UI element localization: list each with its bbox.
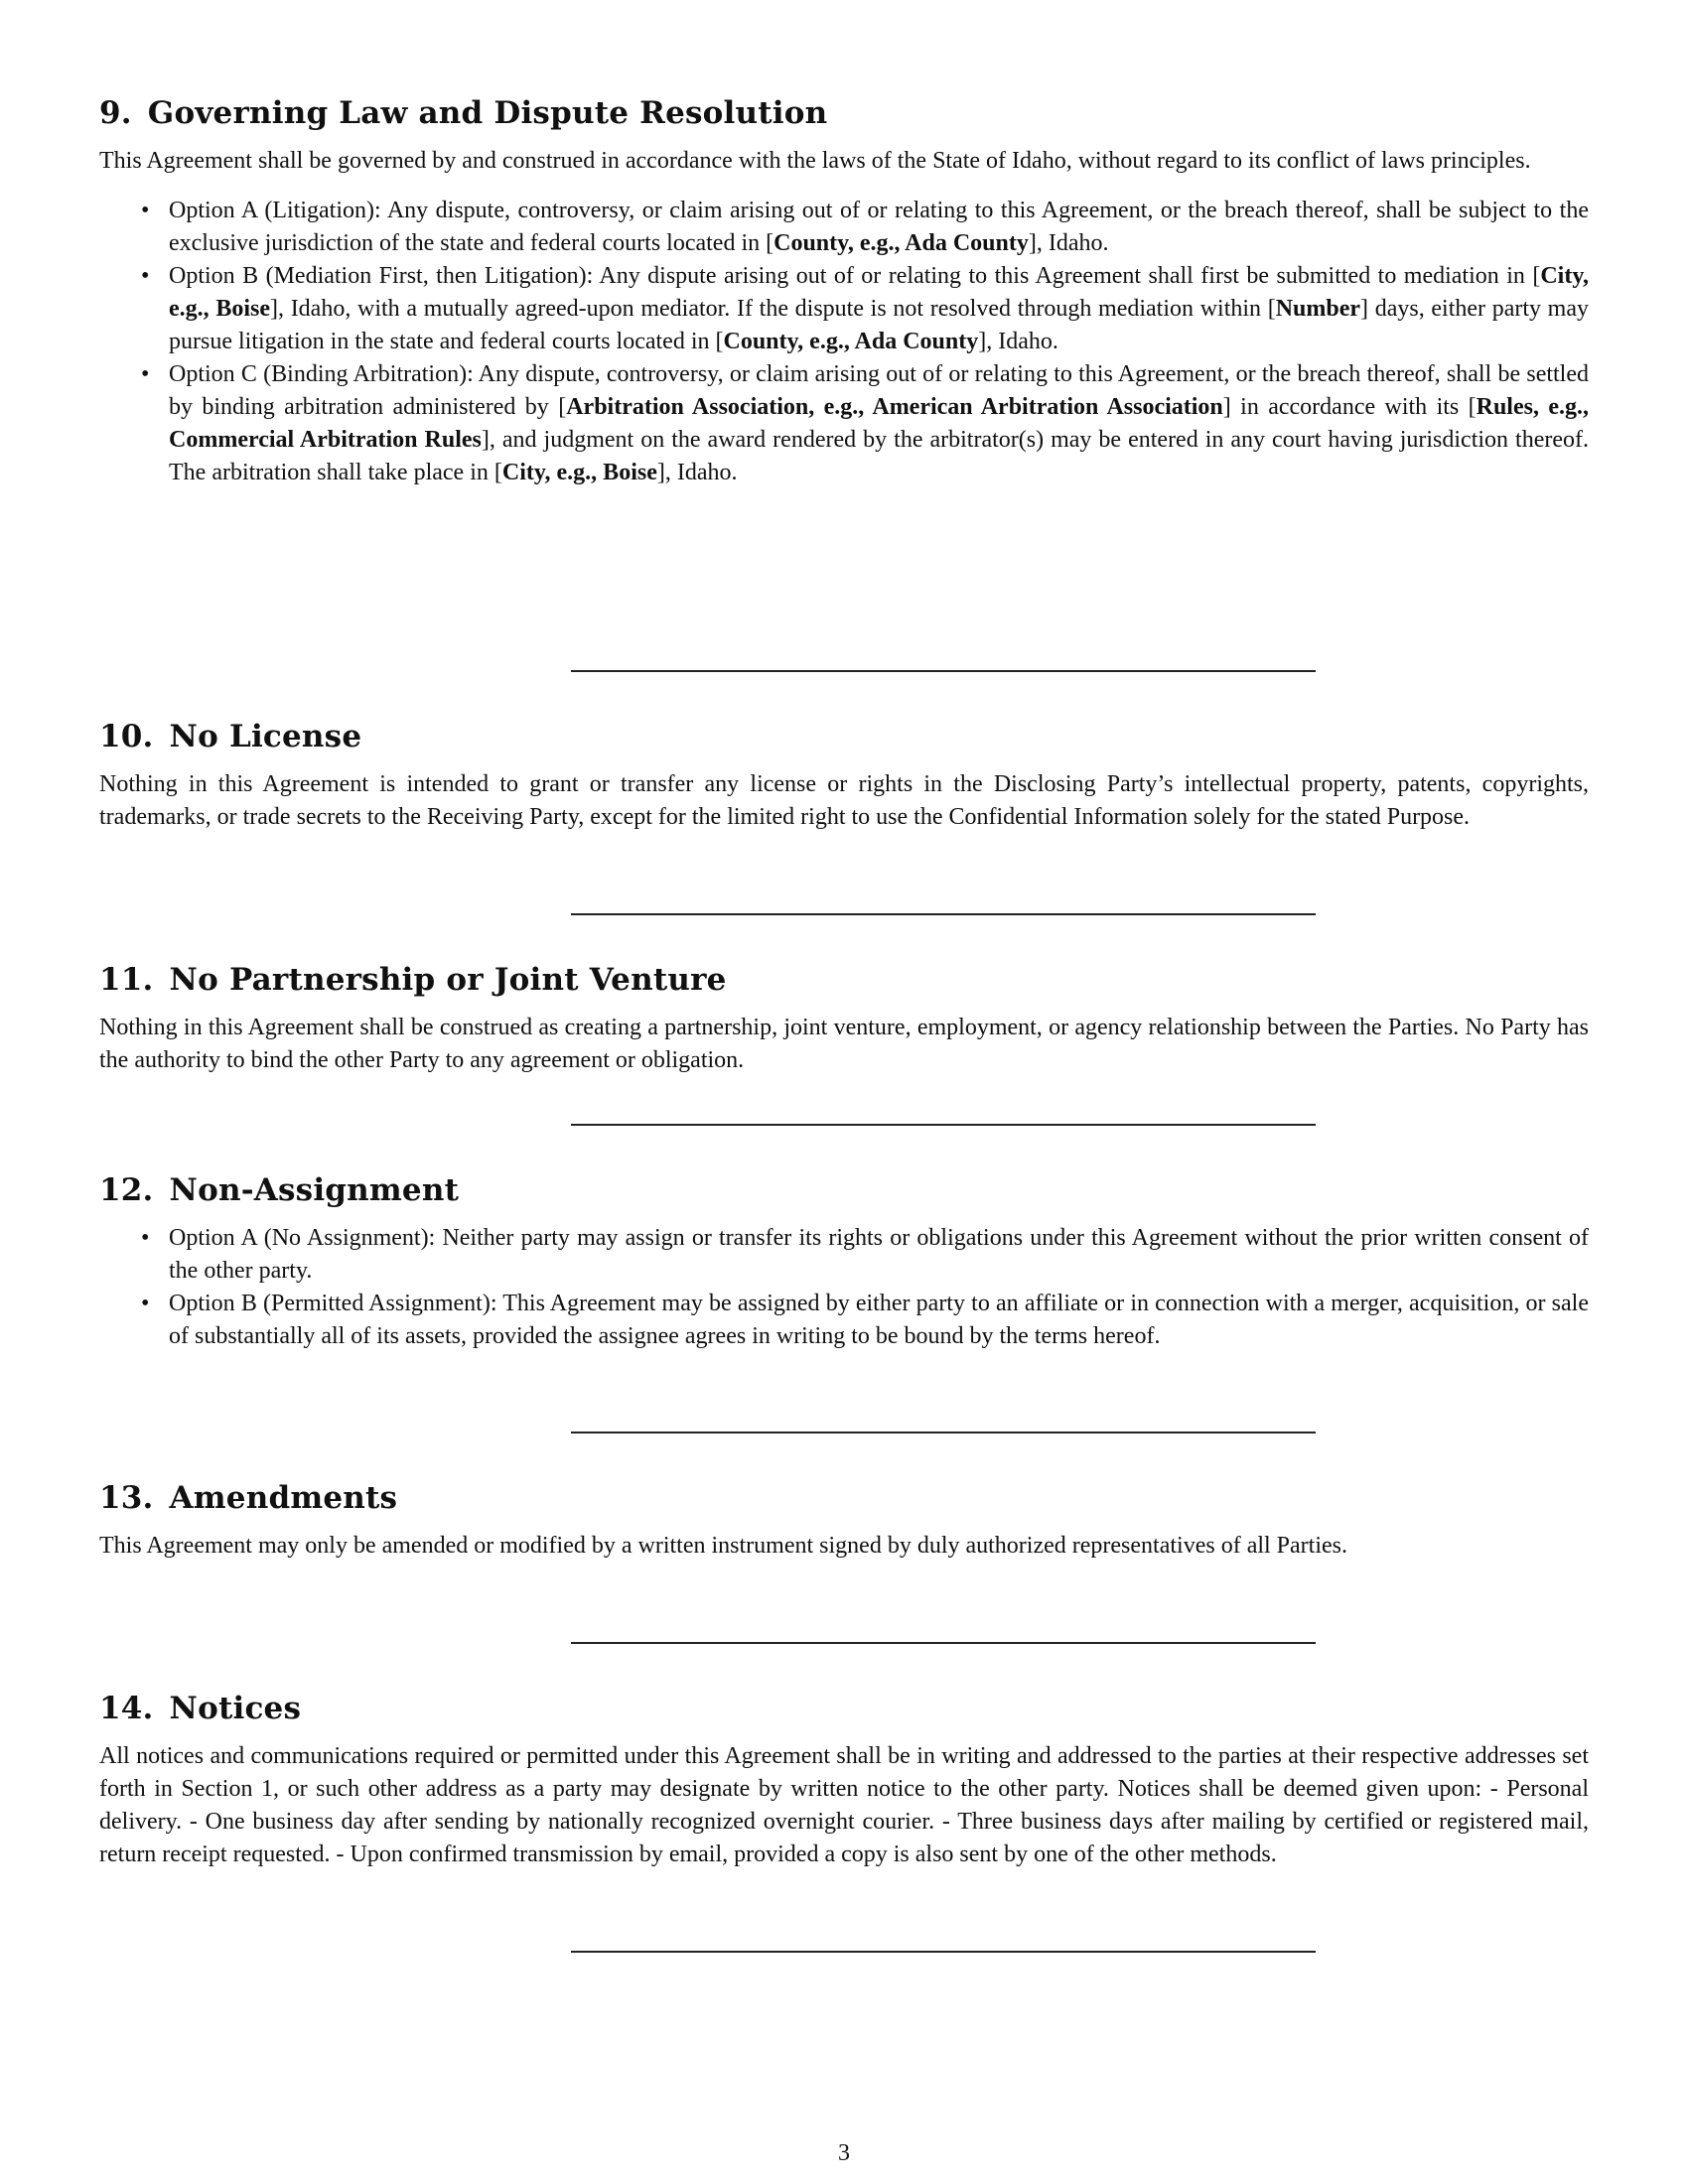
placeholder-field: City, e.g., Boise [501,460,657,485]
option-text: Option B (Permitted Assignment): This Agreement may be assigned by either party to an affiliate or in connection with a merger, acquisition, or sale of substantially all of its assets, provided the assignee agrees in writing to be bound by the terms hereof. [169,1291,1589,1349]
section-heading [99,1691,1589,1726]
list-item [141,260,1590,358]
bullet-icon: • [141,1291,150,1316]
options-list [99,1222,1589,1353]
option-text: Option A (No Assignment): Neither party may assign or transfer its rights or obligations under this Agreement without the prior written consent of the other party. [169,1225,1589,1284]
section-number: 11. [99,962,154,998]
list-item [141,1288,1589,1353]
section-number: 9. [99,95,132,131]
section-10 [99,719,1589,834]
placeholder-field: Number [1275,296,1361,322]
bullet-icon: • [141,198,150,223]
section-number: 10. [99,719,154,754]
section-divider [571,670,1316,672]
section-number: 12. [99,1172,154,1208]
placeholder-field: Arbitration Association, e.g., American Arbitration Association [566,394,1223,420]
section-heading [99,95,1589,131]
options-list [99,195,1589,489]
section-intro: This Agreement shall be governed by and construed in accordance with the laws of the State of Idaho, without regard to its conflict of laws principles. [99,148,1531,174]
section-heading [99,1172,1589,1208]
option-text: ], Idaho, with a mutually agreed-upon mediator. If the dispute is not resolved through mediation within [ [270,296,1276,322]
list-item [141,195,1589,260]
list-item [141,1222,1589,1288]
placeholder-field: City, e.g., Boise [169,263,1589,322]
option-text: ], and judgment on the award rendered by the arbitrator(s) may be entered in any court having jurisdiction thereof. The arbitration shall take place in [ [169,427,1590,485]
option-text: ], Idaho. [1028,230,1109,256]
section-title: No License [169,719,362,754]
option-text: ] in accordance with its [ [1222,394,1477,420]
option-text: Option B (Mediation First, then Litigation): Any dispute arising out of or relating to this Agreement shall first be submitted to mediation in [ [169,263,1541,289]
bullet-icon: • [141,361,150,387]
section-13 [99,1480,1589,1563]
option-text: ] days, either party may pursue litigation in the state and federal courts located in [ [169,296,1590,354]
placeholder-field: Rules, e.g., Commercial Arbitration Rules [169,394,1590,453]
section-title: Governing Law and Dispute Resolution [147,95,828,131]
section-9 [99,95,1589,489]
section-11 [99,962,1589,1077]
option-text: ], Idaho. [978,329,1058,354]
section-body: This Agreement may only be amended or modified by a written instrument signed by duly authorized representatives of all Parties. [99,1533,1347,1559]
section-divider [571,1951,1316,1953]
section-14 [99,1691,1589,1871]
section-heading [99,719,1589,754]
section-number: 13. [99,1480,154,1516]
section-title: Notices [169,1691,302,1726]
placeholder-field: County, e.g., Ada County [774,230,1029,256]
option-text: Option A (Litigation): Any dispute, controversy, or claim arising out of or relating to this Agreement, or the breach thereof, shall be subject to the exclusive jurisdiction of the state and federal courts located in [ [169,198,1589,256]
section-divider [571,913,1316,915]
option-text: Option C (Binding Arbitration): Any dispute, controversy, or claim arising out of or relating to this Agreement, or the breach thereof, shall be settled by binding arbitration administered by [ [169,361,1589,420]
section-heading [99,1480,1589,1516]
section-title: Amendments [169,1480,398,1516]
section-body: Nothing in this Agreement shall be construed as creating a partnership, joint venture, employment, or agency relationship between the Parties. No Party has the authority to bind the other Party to any agreement or obligation. [99,1015,1589,1073]
placeholder-field: County, e.g., Ada County [723,329,979,354]
bullet-icon: • [141,1225,150,1251]
section-divider [571,1124,1316,1126]
section-number: 14. [99,1691,154,1726]
section-title: No Partnership or Joint Venture [169,962,727,998]
page-number: 3 [838,2140,850,2166]
bullet-icon: • [141,263,150,289]
list-item [141,358,1590,489]
section-body: All notices and communications required or permitted under this Agreement shall be in writing and addressed to the parties at their respective addresses set forth in Section 1, or such other address as a party may designate by written notice to the other party. Notices shall be deemed given upon: - Personal delivery. - One business day after sending by nationally recognized overnight courier. - Three business days after mailing by certified or registered mail, return receipt requested. - Upon confirmed transmission by email, provided a copy is also sent by one of the other methods. [99,1743,1589,1867]
section-heading [99,962,1589,998]
section-divider [571,1642,1316,1644]
section-body: Nothing in this Agreement is intended to grant or transfer any license or rights in the Disclosing Party’s intellectual property, patents, copyrights, trademarks, or trade secrets to the Receiving Party, except for the limited right to use the Confidential Information solely for the stated Purpose. [99,771,1589,830]
option-text: ], Idaho. [656,460,738,485]
section-divider [571,1432,1316,1433]
section-title: Non-Assignment [169,1172,460,1208]
section-12 [99,1172,1589,1353]
